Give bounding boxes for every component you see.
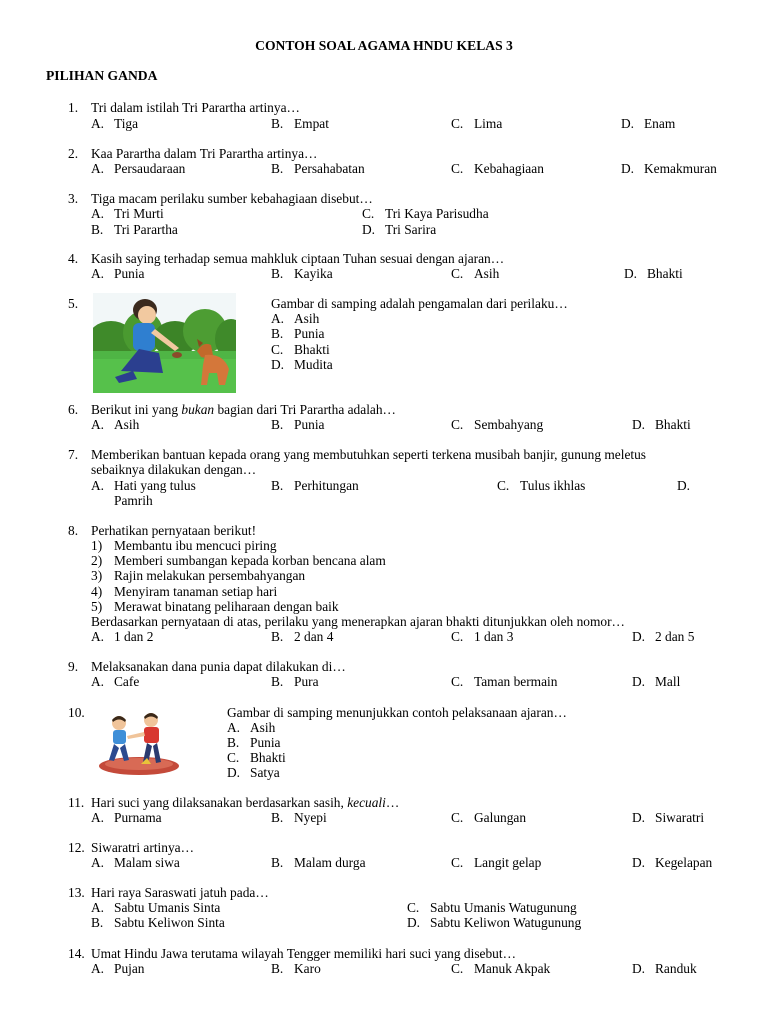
question-text: Perhatikan pernyataan berikut! — [91, 523, 257, 538]
question-number: 11. — [68, 795, 85, 810]
document-title: CONTOH SOAL AGAMA HNDU KELAS 3 — [255, 38, 513, 53]
section-heading: PILIHAN GANDA — [46, 68, 158, 83]
question-text: Tiga macam perilaku sumber kebahagiaan disebut… — [91, 191, 373, 206]
question-text: Gambar di samping menunjukkan contoh pelaksanaan ajaran… — [227, 705, 567, 720]
question-text: Gambar di samping adalah pengamalan dari perilaku… — [271, 296, 568, 311]
document-page: CONTOH SOAL AGAMA HNDU KELAS 3 PILIHAN GANDA 1. Tri dalam istilah Tri Parartha artinya… A. Tiga B. Empat C. Lima D. Enam 2. Kaa Parartha dalam Tri Parartha artinya… A. Persaudaraan B. Persahabatan C. Kebahagiaan D. Kemakmuran 3. Tiga macam perilaku sumber kebahagiaan disebut… A. Tri Murti B. Tri Parartha C. Tri Kaya Parisudha D. Tri Sarira 4. Kasih saying terhadap semua mahkluk ciptaan Tuhan sesuai dengan ajaran… A. Punia B. Kayika C. Asih D. Bhakti 5. Gambar di samping adalah pengamalan dari perilaku… A. Asih B. Punia C. Bhakti D. Mudita 6. Berikut ini yang bukan bagian dari Tri Parartha adalah… A. Asih B. Punia C. Sembahyang D. Bhakti 7. Memberikan bantuan kepada orang yang membutuhkan seperti terkena musibah banjir, gunung meletus sebaiknya dilakukan dengan… A. Hati yang tulus B. Perhitungan C. Tulus ikhlas D. Pamrih 8. Perhatikan pernyataan berikut! 1) Membantu ibu mencuci piring 2) Memberi sumbangan kepada korban bencana alam 3) Rajin melakukan persembahyangan 4) Menyiram tanaman setiap hari 5) Merawat binatang peliharaan dengan baik Berdasarkan pernyataan di atas, perilaku yang menerapkan ajaran bhakti ditunjukkan oleh nomor… A. 1 dan 2 B. 2 dan 4 C. 1 dan 3 D. 2 dan 5 9. Melaksanakan dana punia dapat dilakukan di… A. Cafe B. Pura C. Taman bermain D. Mall 10. Gambar di samping menunjukkan contoh pelaksanaan ajaran… A. Asih B. Punia C. Bhakti D. Satya 11. Hari suci yang dilaksanakan berdasarkan sasih, kecuali… A. Purnama B. Nyepi C. Galungan D. Siwaratri 12. Siwaratri artinya… A. Malam siwa B. Malam durga C. Langit gelap D. Kegelapan 13. Hari raya Saraswati jatuh pada… A. Sabtu Umanis Sinta B. Sabtu Keliwon Sinta C. Sabtu Umanis Watugunung D. Sabtu Keliwon Watugunung 14. Umat Hindu Jawa terutama wilayah Tengger memiliki hari suci yang disebut… A. Pujan B. Karo C. Manuk Akpak D. Randuk — [0, 0, 768, 1024]
question-number: 3. — [68, 191, 79, 206]
question-text: Tri dalam istilah Tri Parartha artinya… — [91, 100, 300, 115]
question-number: 2. — [68, 146, 79, 161]
question-text-continued: sebaiknya dilakukan dengan… — [91, 462, 257, 477]
question-text: Hari suci yang dilaksanakan berdasarkan sasih, kecuali… — [91, 795, 400, 810]
question-number: 13. — [68, 885, 85, 900]
option-d-text: Pamrih — [114, 493, 153, 508]
question-text: Siwaratri artinya… — [91, 840, 194, 855]
question-text: Berikut ini yang bukan bagian dari Tri Parartha adalah… — [91, 402, 396, 417]
question-text: Kasih saying terhadap semua mahkluk ciptaan Tuhan sesuai dengan ajaran… — [91, 251, 505, 266]
question-text: Kaa Parartha dalam Tri Parartha artinya… — [91, 146, 318, 161]
question-number: 6. — [68, 402, 79, 417]
question-number: 5. — [68, 296, 79, 311]
question-number: 10. — [68, 705, 85, 720]
question-number: 14. — [68, 946, 85, 961]
question-number: 9. — [68, 659, 79, 674]
children-helping-illustration — [97, 708, 181, 776]
question-text: Umat Hindu Jawa terutama wilayah Tengger memiliki hari suci yang disebut… — [91, 946, 516, 961]
option-d-label: D. — [677, 478, 691, 493]
question-text-continued: Berdasarkan pernyataan di atas, perilaku yang menerapkan ajaran bhakti ditunjukkan oleh nomor… — [91, 614, 625, 629]
question-text: Memberikan bantuan kepada orang yang membutuhkan seperti terkena musibah banjir, gunung meletus — [91, 447, 647, 462]
question-number: 4. — [68, 251, 79, 266]
question-number: 7. — [68, 447, 79, 462]
question-text: Melaksanakan dana punia dapat dilakukan di… — [91, 659, 346, 674]
question-number: 1. — [68, 100, 79, 115]
question-number: 12. — [68, 840, 85, 855]
boy-feeding-dog-illustration — [93, 293, 236, 393]
question-number: 8. — [68, 523, 79, 538]
question-text: Hari raya Saraswati jatuh pada… — [91, 885, 269, 900]
